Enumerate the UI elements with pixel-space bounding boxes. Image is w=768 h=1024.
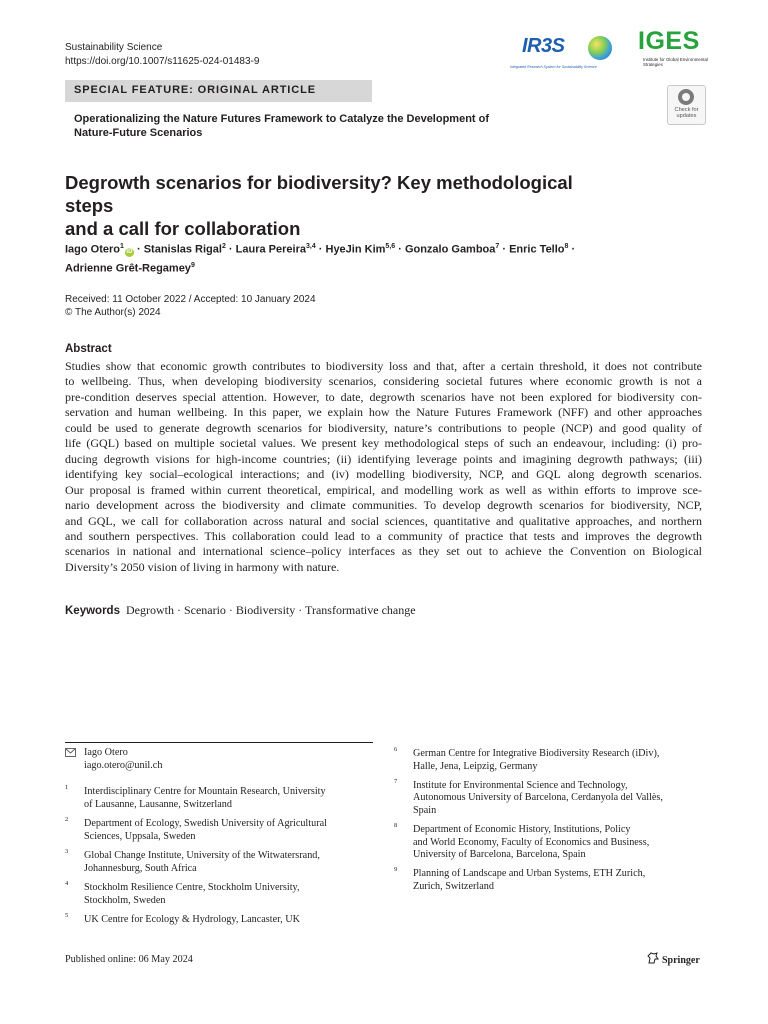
iges-logo-text: IGES — [638, 27, 700, 55]
affiliation-text — [84, 850, 374, 875]
author-name[interactable]: HyeJin Kim — [325, 243, 386, 256]
affiliation-text — [84, 786, 374, 811]
affiliation-line: Sciences, Uppsala, Sweden — [84, 830, 196, 842]
affiliation-number: 3 — [65, 848, 69, 855]
partner-logos — [510, 27, 708, 74]
keywords-text: Degrowth · Scenario · Biodiversity · Transformative change — [125, 603, 416, 617]
keywords-label: Keywords — [65, 605, 120, 617]
abstract-line: and southern perspectives. This collaboration could lead to a community of practice that tests and improves the degrowth — [65, 528, 702, 543]
abstract-line: pre-condition deserves special attention. However, to date, degrowth scenarios have not been explored for biodiversity con- — [65, 389, 702, 404]
ir3s-tagline: Integrated Research System for Sustainability Science — [510, 65, 597, 69]
footnote-divider — [65, 742, 373, 743]
abstract-line: identifying key social–ecological interactions; and (iv) modelling biodiversity, NCP, and GQL along degrowth scenarios. — [65, 467, 702, 482]
series-title: Operationalizing the Nature Futures Framework to Catalyze the Development of Nature-Future Scenarios — [74, 113, 490, 139]
article-type-banner — [65, 80, 372, 102]
affiliation-line: Department of Ecology, Swedish University of Agricultural — [84, 818, 327, 829]
affiliation-text — [84, 914, 374, 927]
author-list: Iago Otero$^1$iD · Stanislas Rigal$^2$ · Laura Pereira$^{3,4}$ · HyeJin Kim$^{5,6}$ · Gonzalo Gamboa$^7$ · Enric Tello$^8$ · Adrienne Grêt-Regamey$^9$ — [65, 243, 576, 275]
affiliation-line: of Lausanne, Lausanne, Switzerland — [84, 798, 232, 810]
received-accepted-dates: Received: 11 October 2022 / Accepted: 10 January 2024 — [65, 294, 316, 305]
author-name[interactable]: Adrienne Grêt-Regamey — [65, 262, 191, 275]
author-affiliation-ref: 7 — [495, 243, 500, 250]
author-affiliation-ref: 5,6 — [385, 243, 396, 250]
article-title — [65, 171, 625, 240]
affiliation-line: Johannesburg, South Africa — [84, 862, 197, 874]
affiliation-text — [413, 824, 703, 862]
abstract-line: life (GQL) based on multiple societal values. We present key methodological steps of such an endeavour, including: (i) pro- — [65, 436, 702, 451]
globe-icon — [588, 36, 612, 60]
affiliation-line: Interdisciplinary Centre for Mountain Research, University — [84, 786, 326, 797]
abstract-line: Diversity’s 2050 vision of living in harmony with nature. — [65, 559, 340, 574]
abstract-line: Our proposal is framed within current theoretical, empirical, and modelling work as well as within efforts to improve sce- — [65, 482, 702, 497]
abstract-line: could be used to generate degrowth scenarios for biodiversity, nature’s contributions to people (NCP) and good quality of — [65, 420, 702, 435]
title-line: and a call for collaboration — [65, 218, 301, 239]
abstract-line: scenarios in national and international science–policy interfaces as they set out to achieve the Convention on Biological — [65, 544, 702, 559]
ir3s-logo — [510, 34, 628, 72]
abstract-heading: Abstract — [65, 343, 112, 355]
affiliation-number: 8 — [394, 821, 398, 829]
affiliation-line: Department of Economic History, Institutions, Policy — [413, 823, 631, 835]
affiliation-line: UK Centre for Ecology & Hydrology, Lancaster, UK — [84, 914, 300, 925]
correspondence — [84, 747, 162, 772]
affiliation-line: Stockholm Resilience Centre, Stockholm University, — [84, 882, 300, 893]
author-name[interactable]: Iago Otero — [65, 243, 121, 256]
affiliation-text — [84, 818, 374, 843]
author-affiliation-ref: 1 — [120, 243, 124, 250]
affiliation-number: 6 — [394, 746, 398, 753]
check-for-updates-button[interactable] — [667, 85, 706, 125]
published-date: Published online: 06 May 2024 — [65, 954, 193, 965]
affiliation-line: Institute for Environmental Science and Technology, — [413, 779, 628, 791]
author-name[interactable]: Laura Pereira — [235, 243, 306, 256]
journal-header — [65, 41, 259, 69]
doi-link[interactable]: https://doi.org/10.1007/s11625-024-01483-9 — [65, 56, 260, 67]
abstract-line: nario development across the biodiversity and climate communities. To develop degrowth scenarios for biodiversity, NCP, — [65, 498, 702, 513]
affiliation-line: Global Change Institute, University of the Witwatersrand, — [84, 850, 320, 861]
affiliation-line: Zurich, Switzerland — [413, 880, 494, 892]
affiliation-number: 1 — [65, 784, 69, 791]
ir3s-logo-text: IR3S — [522, 35, 565, 57]
affiliation-line: Autonomous University of Barcelona, Cerdanyola del Vallès, — [413, 792, 663, 804]
abstract-line: ducing degrowth visions for high-income countries; (ii) identifying leverage points and imagining degrowth pathways; (iii) — [65, 451, 702, 466]
check-updates-line1: Check for — [674, 107, 699, 113]
affiliation-number: 2 — [65, 816, 69, 823]
affiliation-text — [413, 748, 703, 773]
author-affiliation-ref: 9 — [190, 262, 195, 270]
title-line: Degrowth scenarios for biodiversity? Key methodological steps — [65, 172, 573, 216]
orcid-icon[interactable]: iD — [126, 248, 133, 255]
check-updates-label — [668, 107, 705, 120]
author-name[interactable]: Gonzalo Gamboa — [404, 243, 496, 256]
correspondence-email[interactable]: iago.otero@unil.ch — [84, 759, 163, 771]
affiliation-line: German Centre for Integrative Biodiversity Research (iDiv), — [413, 748, 660, 759]
check-updates-icon-inner — [682, 93, 690, 101]
abstract-line: Studies show that economic growth contributes to biodiversity loss and that, after a certain threshold, it does not contribute — [65, 359, 702, 373]
affiliation-number: 7 — [394, 777, 398, 785]
affiliation-text — [84, 882, 374, 907]
affiliation-line: University of Barcelona, Barcelona, Spain — [413, 849, 586, 861]
envelope-icon — [65, 748, 76, 757]
affiliation-line: and World Economy, Faculty of Economics and Business, — [413, 836, 650, 848]
author-affiliation-ref: 3,4 — [305, 243, 316, 250]
author-affiliation-ref: 2 — [221, 243, 226, 250]
article-dates — [65, 294, 316, 319]
affiliation-line: Halle, Jena, Leipzig, Germany — [413, 760, 538, 772]
correspondence-name: Iago Otero — [84, 747, 128, 758]
affiliation-number: 5 — [65, 912, 69, 919]
affiliation-line: Spain — [413, 805, 437, 816]
abstract-body — [65, 359, 702, 575]
check-updates-icon — [678, 89, 694, 105]
affiliation-number: 4 — [65, 880, 69, 887]
springer-horse-icon — [646, 951, 660, 965]
author-name[interactable]: Enric Tello — [509, 243, 565, 256]
check-updates-line2: updates — [676, 113, 697, 120]
abstract-line: servation and human wellbeing. In this paper, we explain how the Nature Futures Framework (NFF) and other approaches — [65, 405, 702, 420]
article-type-label: SPECIAL FEATURE: ORIGINAL ARTICLE — [74, 84, 316, 96]
affiliation-line: Planning of Landscape and Urban Systems, ETH Zurich, — [413, 868, 646, 880]
iges-tagline: Institute for Global Environmental Strategies — [643, 57, 708, 67]
abstract-line: and GQL, we call for collaboration across natural and social sciences, quantitative and qualitative approaches, and northern — [65, 513, 702, 528]
affiliation-line: Stockholm, Sweden — [84, 894, 166, 906]
publisher-name: Springer — [662, 955, 700, 966]
keywords — [65, 603, 416, 619]
journal-name: Sustainability Science — [65, 42, 163, 53]
affiliation-number: 9 — [394, 866, 398, 874]
affiliation-text — [413, 868, 703, 893]
author-affiliation-ref: 8 — [564, 243, 569, 250]
copyright-notice: © The Author(s) 2024 — [65, 306, 161, 318]
affiliation-text — [413, 780, 703, 818]
author-name[interactable]: Stanislas Rigal — [143, 243, 222, 256]
abstract-line: to wellbeing. Thus, when developing biodiversity scenarios, considering societal futures where economic growth is not a — [65, 374, 702, 389]
iges-logo — [638, 27, 708, 74]
